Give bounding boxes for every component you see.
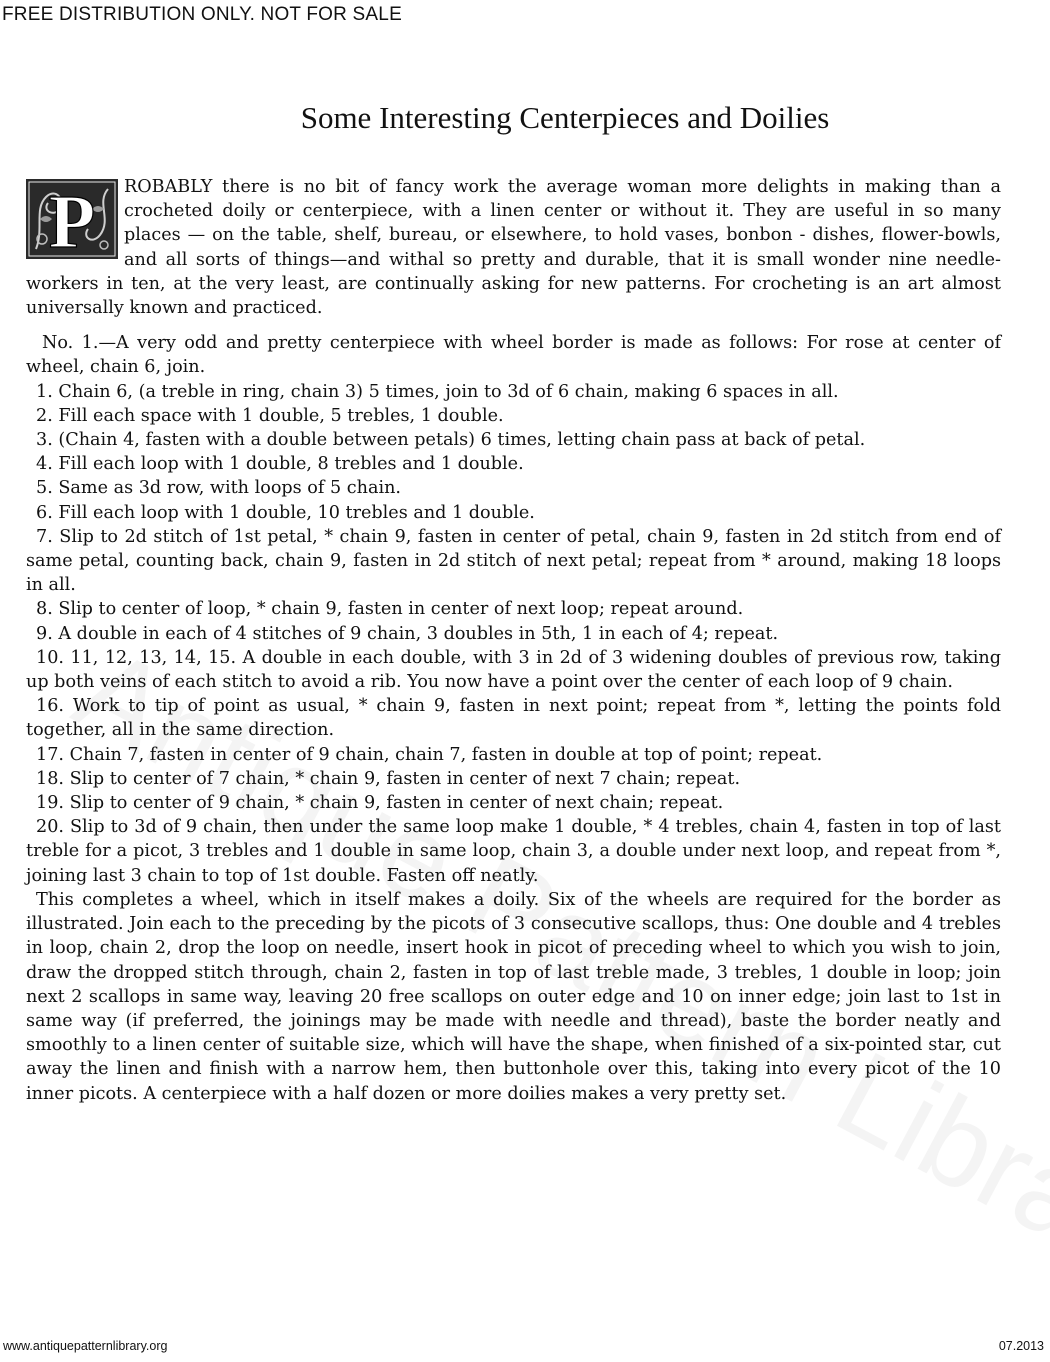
pattern-row-19: 19. Slip to center of 9 chain, * chain 9, fasten in center of next chain; repeat. [36, 793, 724, 814]
article-body [26, 175, 1001, 1106]
pattern-row-17: 17. Chain 7, fasten in center of 9 chain, chain 7, fasten in double at top of point; repeat. [36, 744, 823, 765]
ornamental-drop-cap-icon [26, 179, 118, 261]
pattern-row-5: 5. Same as 3d row, with loops of 5 chain. [36, 478, 402, 499]
footer-date: 07.2013 [998, 1339, 1044, 1353]
footer-url: www.antiquepatternlibrary.org [3, 1339, 168, 1353]
pattern-row-9: 9. A double in each of 4 stitches of 9 chain, 3 doubles in 5th, 1 in each of 4; repeat. [36, 623, 779, 644]
pattern-row-1: 1. Chain 6, (a treble in ring, chain 3) 5 times, join to 3d of 6 chain, making 6 spaces in all. [36, 381, 839, 402]
pattern-row-2: 2. Fill each space with 1 double, 5 trebles, 1 double. [36, 405, 504, 426]
pattern-row-3: 3. (Chain 4, fasten with a double between petals) 6 times, letting chain pass at back of petal. [36, 430, 866, 451]
pattern-row-18: 18. Slip to center of 7 chain, * chain 9, fasten in center of next 7 chain; repeat. [36, 768, 741, 789]
pattern-row-20: 20. Slip to 3d of 9 chain, then under the same loop make 1 double, * 4 trebles, chain 4, fasten in top of last treble for a picot, 3 trebles and 1 double in same loop, chain 3, a double under next loop, and repeat from *, joining last 3 chain to top of 1st double. Fasten off neatly. [26, 817, 1001, 886]
pattern-row-4: 4. Fill each loop with 1 double, 8 trebles and 1 double. [36, 454, 524, 475]
top-notice: FREE DISTRIBUTION ONLY. NOT FOR SALE [2, 4, 402, 25]
pattern-row-6: 6. Fill each loop with 1 double, 10 trebles and 1 double. [36, 502, 535, 523]
pattern-row-16: 16. Work to tip of point as usual, * chain 9, fasten in next point; repeat from *, letting the points fold together, all in the same direction. [26, 696, 1001, 741]
pattern-intro: No. 1.—A very odd and pretty centerpiece with wheel border is made as follows: For rose at center of wheel, chain 6, join. [26, 333, 1001, 378]
intro-text: ROBABLY there is no bit of fancy work the average woman more delights in making than a crocheted doily or centerpiece, with a linen center or without it. They are useful in so many places — on the table, shelf, bureau, or elsewhere, to hold vases, bonbon - dishes, flower-bowls, and all sorts of things—and withal so pretty and durable, that it is small wonder nine needle-workers in ten, at the very least, are continually asking for new patterns. For crocheting is an art almost universally known and practiced. [26, 177, 1001, 319]
intro-paragraph [26, 175, 1001, 320]
page-title: Some Interesting Centerpieces and Doilies [300, 100, 830, 135]
pattern-row-7: 7. Slip to 2d stitch of 1st petal, * chain 9, fasten in center of petal, chain 9, fasten in 2d stitch from end of same petal, counting back, chain 9, fasten in 2d stitch of next petal; repeat from * around, making 18 loops in all. [26, 526, 1001, 596]
pattern-rows-10-15: 10. 11, 12, 13, 14, 15. A double in each double, with 3 in 2d of 3 widening doubles of previous row, taking up both veins of each stitch to avoid a rib. You now have a point over the center of each loop of 9 chain. [26, 647, 1001, 693]
assembly-paragraph: This completes a wheel, which in itself makes a doily. Six of the wheels are required for the border as illustrated. Join each to the preceding by the picots of 3 consecutive scallops, thus: One double and 4 trebles in loop, chain 2, drop the loop on needle, insert hook in picot of preceding wheel to which you wish to join, draw the dropped stitch through, chain 2, fasten in top of last treble made, 3 trebles, 1 double in loop; join next 2 scallops in same way, leaving 20 free scallops on outer edge and 10 on inner edge; join last to 1st in same way (if preferred, the joinings may be made with needle and thread), baste the border neatly and smoothly to a linen center of suitable size, which will have the shape, when finished of a six-pointed star, cut away the linen and finish with a narrow hem, then buttonhole over this, taking into every picot of the 10 inner picots. A centerpiece with a half dozen or more doilies makes a very pretty set. [26, 889, 1001, 1104]
drop-cap-letter: P [48, 180, 96, 259]
pattern-row-8: 8. Slip to center of loop, * chain 9, fasten in center of next loop; repeat around. [36, 599, 744, 620]
